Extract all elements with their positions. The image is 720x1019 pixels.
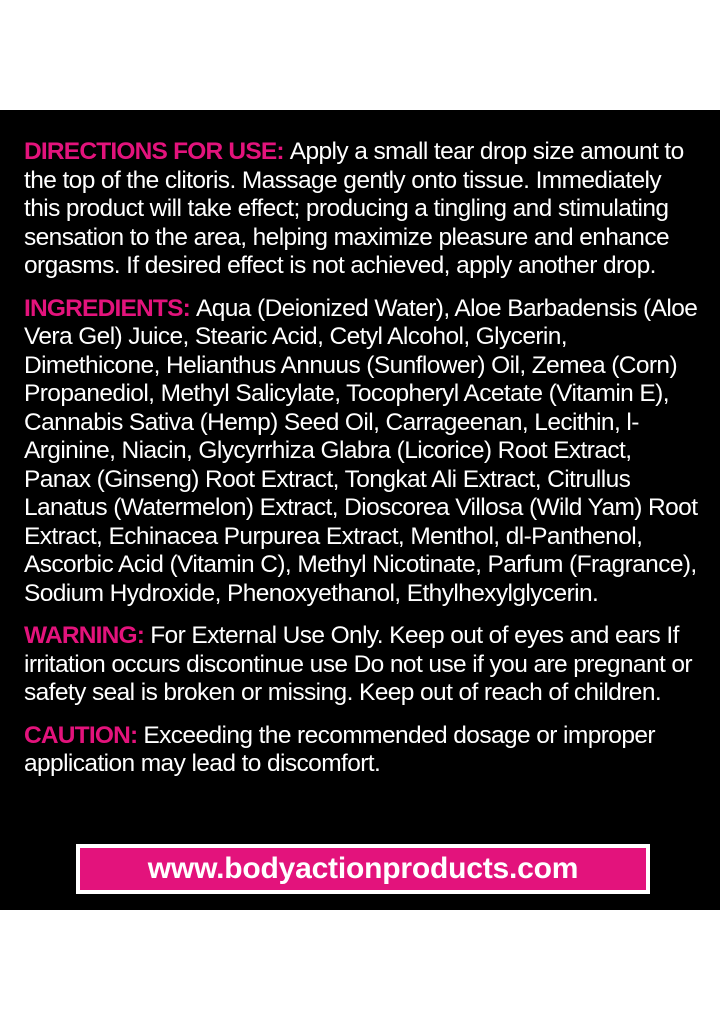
ingredients-section: [24, 295, 702, 609]
warning-text: For External Use Only. Keep out of eyes and ears If irritation occurs discontinue use Do not use if you are pregnant or safety seal is broken or missing. Keep out of reach of children.: [24, 622, 692, 706]
website-banner: [76, 844, 650, 894]
ingredients-heading: INGREDIENTS:: [24, 294, 196, 322]
warning-section: [24, 622, 702, 708]
directions-section: [24, 138, 702, 281]
caution-text: Exceeding the recommended dosage or improper application may lead to discomfort.: [24, 721, 655, 777]
caution-section: [24, 722, 702, 779]
caution-heading: CAUTION:: [24, 721, 144, 749]
directions-heading: DIRECTIONS FOR USE:: [24, 138, 290, 165]
website-url[interactable]: www.bodyactionproducts.com: [147, 851, 579, 885]
warning-heading: WARNING:: [24, 622, 151, 649]
directions-text: Apply a small tear drop size amount to the top of the clitoris. Massage gently onto tissue. Immediately this product will take effect; producing a tingling and stimulating sensation to the area, helping maximize pleasure and enhance orgasms. If desired effect is not achieved, apply another drop.: [24, 138, 684, 279]
product-label-panel: [0, 110, 720, 910]
ingredients-text: Aqua (Deionized Water), Aloe Barbadensis (Aloe Vera Gel) Juice, Stearic Acid, Cetyl Alcohol, Glycerin, Dimethicone, Helianthus Annuus (Sunflower) Oil, Zemea (Corn) Propanediol, Methyl Salicylate, Tocopheryl Acetate (Vitamin E), Cannabis Sativa (Hemp) Seed Oil, Carrageenan, Lecithin, l-Arginine, Niacin, Glycyrrhiza Glabra (Licorice) Root Extract, Panax (Ginseng) Root Extract, Tongkat Ali Extract, Citrullus Lanatus (Watermelon) Extract, Dioscorea Villosa (Wild Yam) Root Extract, Echinacea Purpurea Extract, Menthol, dl-Panthenol, Ascorbic Acid (Vitamin C), Methyl Nicotinate, Parfum (Fragrance), Sodium Hydroxide, Phenoxyethanol, Ethylhexylglycerin.: [24, 294, 698, 607]
